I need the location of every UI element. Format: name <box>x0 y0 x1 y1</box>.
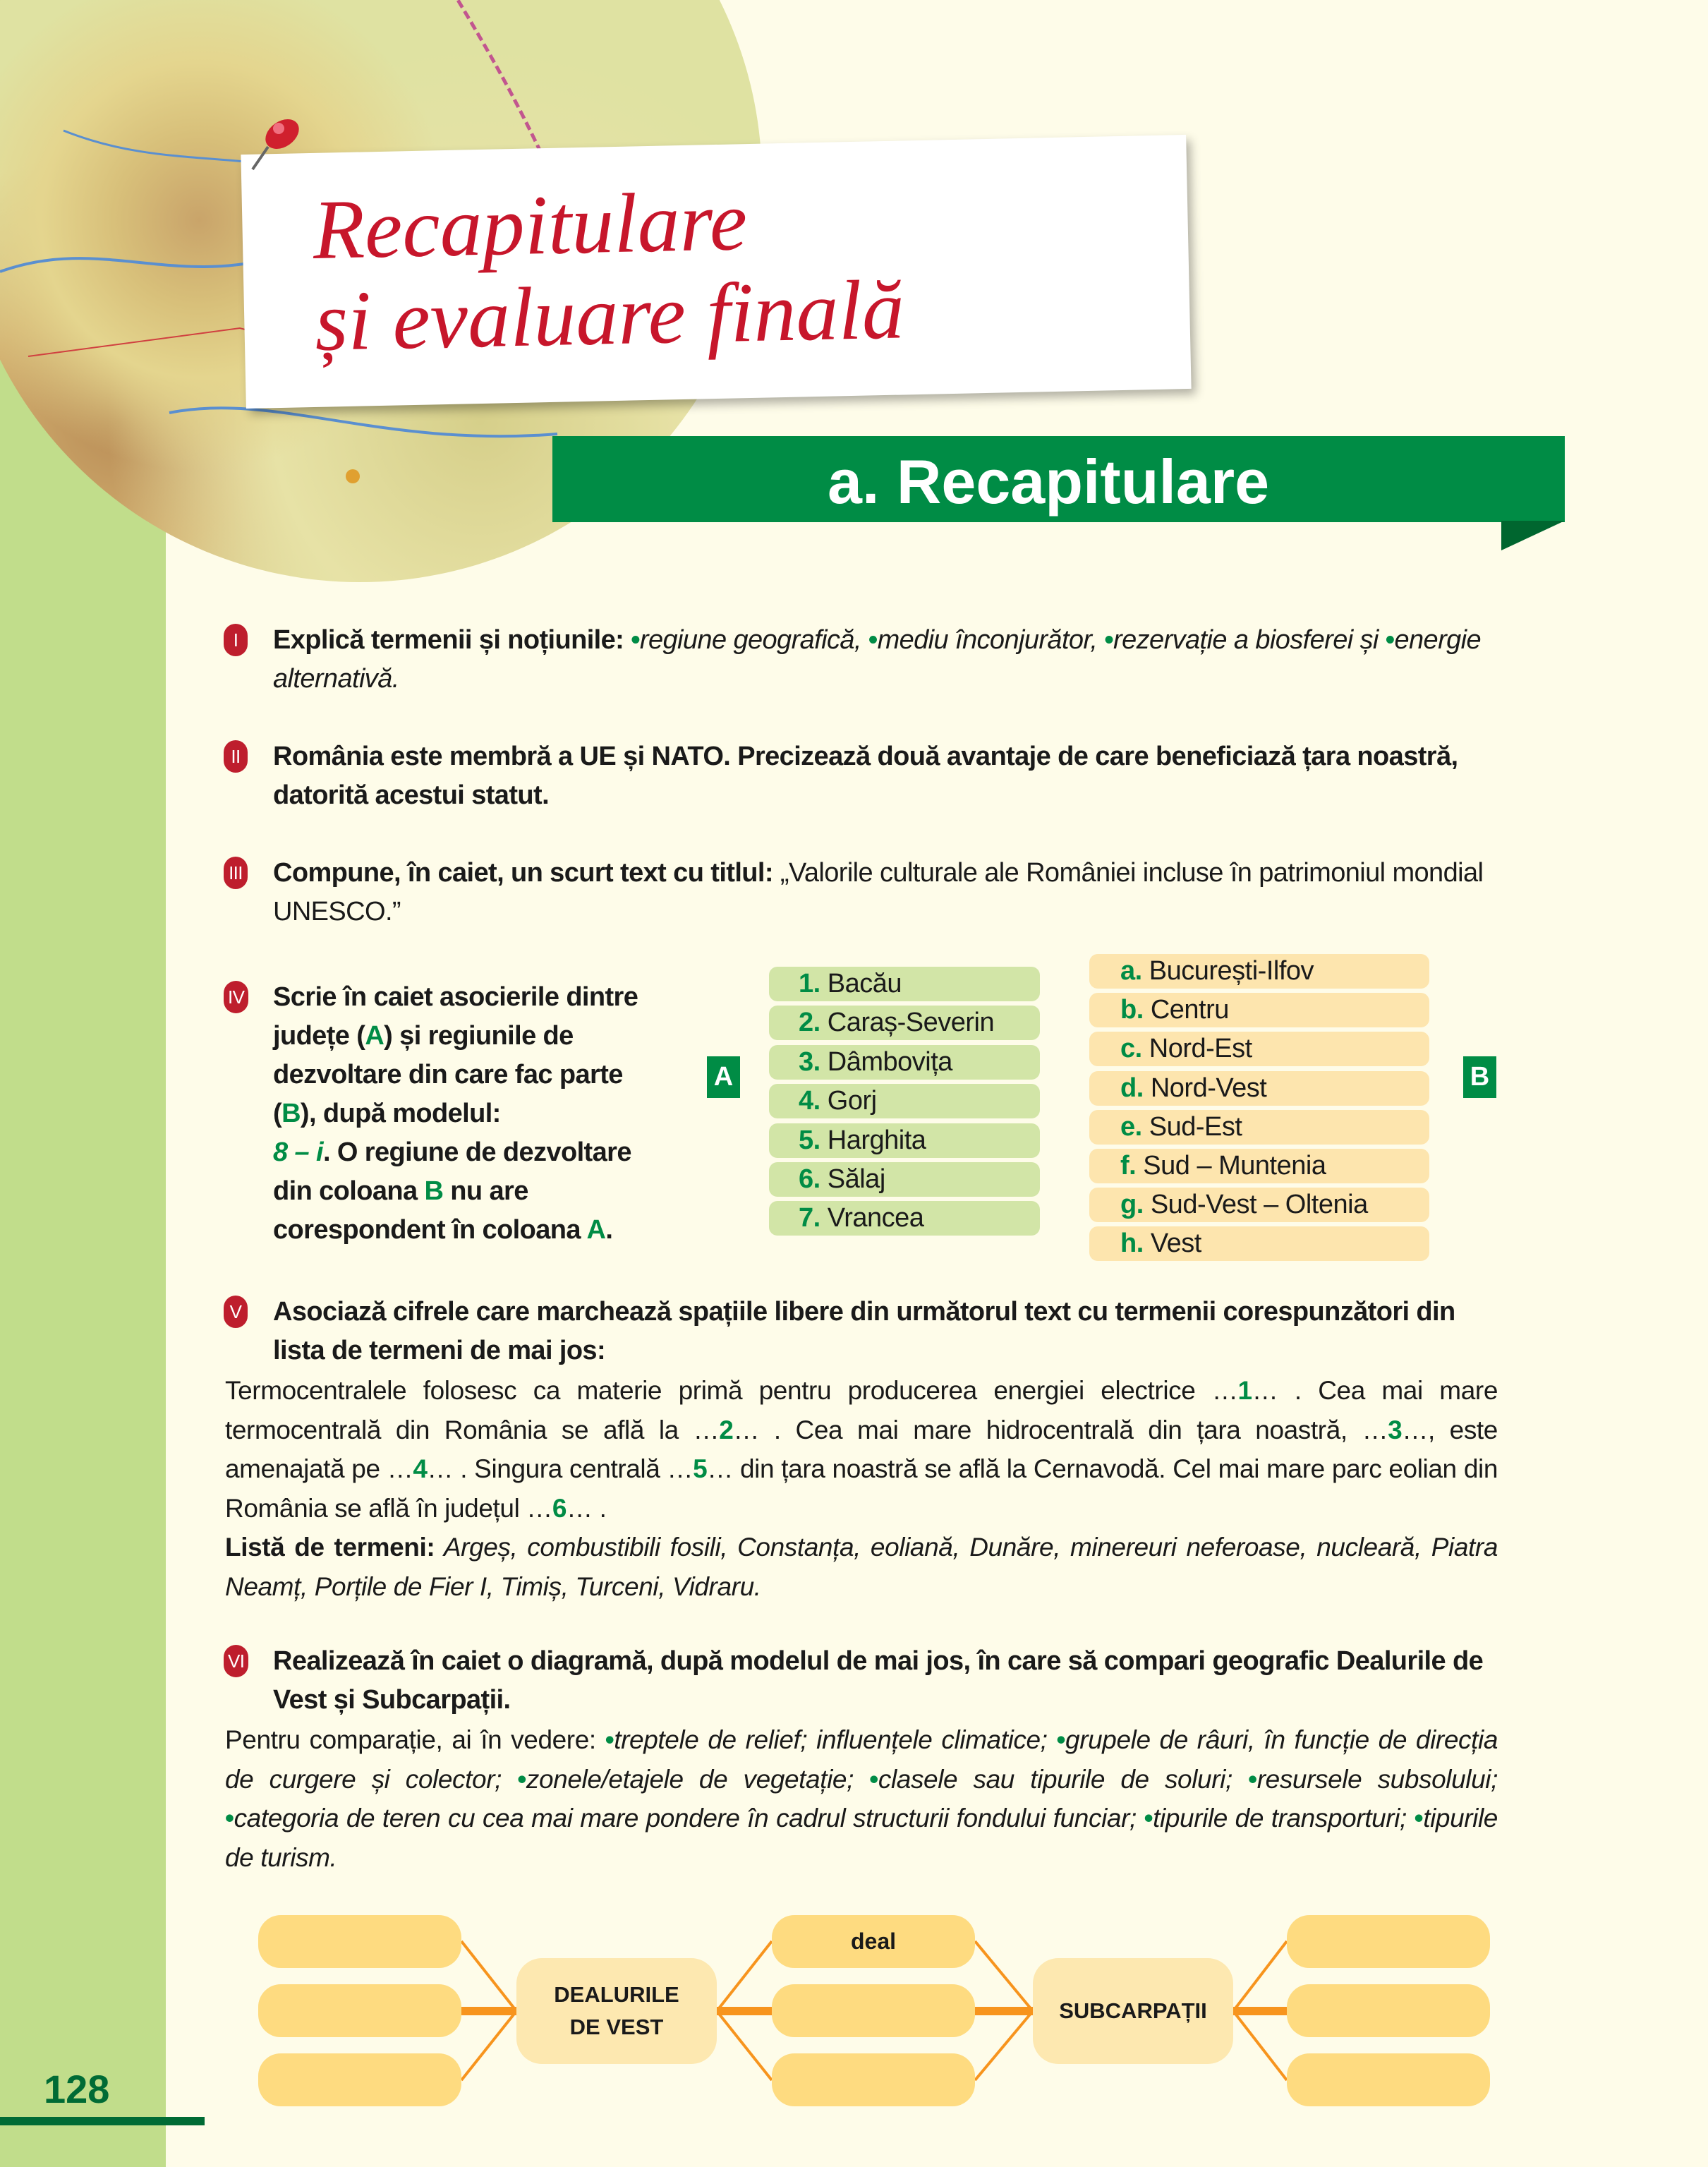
item-number: 5. <box>799 1125 820 1155</box>
bullet: • <box>1144 1804 1153 1833</box>
item-letter: h. <box>1120 1229 1144 1259</box>
item-letter: d. <box>1120 1073 1144 1103</box>
exercise-number: I <box>224 624 248 656</box>
bullet: • <box>869 1764 878 1794</box>
diagram-center-subcarpatii: SUBCARPAȚII <box>1033 1958 1233 2064</box>
title-line-2: și evaluare finală <box>313 262 905 368</box>
list-item-region: f. Sud – Muntenia <box>1089 1149 1429 1183</box>
item-number: 2. <box>799 1008 820 1038</box>
text-part: … . Cea mai mare termocentrală din România se află la … <box>225 1376 1498 1444</box>
list-item-county: 4. Gorj <box>769 1084 1040 1118</box>
page-number: 128 <box>44 2067 110 2111</box>
list-item-region: c. Nord-Est <box>1089 1032 1429 1066</box>
diagram-box <box>1287 2053 1490 2106</box>
term: regiune geografică, <box>639 625 861 655</box>
list-item-region: a. București-Ilfov <box>1089 954 1429 989</box>
item-letter: e. <box>1120 1111 1142 1142</box>
term-list-label: Listă de termeni: <box>225 1533 435 1562</box>
diagram-box <box>772 1984 975 2037</box>
term-list: Argeș, combustibili fosili, Constanța, eoliană, Dunăre, minereuri neferoase, nucleară, Piatra Neamț, Porțile de Fier I, Timiș, Turceni, Vidraru. <box>225 1533 1498 1601</box>
comparison-criterion: treptele de relief; influențele climatice; <box>614 1725 1057 1754</box>
comparison-criterion: clasele sau tipurile de soluri; <box>878 1764 1249 1794</box>
text-part: Termocentralele folosesc ca materie primă pentru producerea energiei electrice … <box>225 1376 1238 1405</box>
list-item-region: b. Centru <box>1089 993 1429 1027</box>
blank-number: 1 <box>1237 1376 1252 1405</box>
diagram-box <box>772 2053 975 2106</box>
list-item-region: g. Sud-Vest – Oltenia <box>1089 1188 1429 1222</box>
diagram-box <box>1287 1984 1490 2037</box>
list-item-county: 1. Bacău <box>769 967 1040 1001</box>
page-number-bar <box>0 2117 205 2125</box>
comparison-criterion: categoria de teren cu cea mai mare pondere în cadrul structurii fondului funciar; <box>234 1804 1144 1833</box>
comparison-criterion: tipurile de turism. <box>225 1804 1498 1872</box>
item-letter: c. <box>1120 1034 1142 1064</box>
list-item-region: e. Sud-Est <box>1089 1110 1429 1145</box>
instruction: Realizează în caiet o diagramă, după modelul de mai jos, în care să compari geografic Dealurile de Vest și Subcarpații. <box>273 1646 1484 1715</box>
bullet: • <box>1056 1725 1066 1754</box>
item-number: 6. <box>799 1164 820 1194</box>
list-item-county: 6. Sălaj <box>769 1162 1040 1197</box>
diagram-box <box>1287 1915 1490 1968</box>
list-item-county: 3. Dâmbovița <box>769 1045 1040 1080</box>
text-part: … . Cea mai mare hidrocentrală din țara noastră, … <box>733 1415 1388 1444</box>
exercise-number: V <box>224 1296 248 1328</box>
diagram-box <box>258 2053 461 2106</box>
instruction: România este membră a UE și NATO. Precizează două avantaje de care beneficiază țara noastră, datorită acestui statut. <box>273 742 1458 810</box>
item-number: 1. <box>799 969 820 998</box>
list-item-county: 5. Harghita <box>769 1123 1040 1158</box>
bullet: • <box>1414 1804 1424 1833</box>
section-title: a. Recapitulare <box>828 447 1270 517</box>
term: mediu înconjurător, <box>877 625 1098 655</box>
column-b-label: B <box>1463 1056 1496 1098</box>
exercise-1: I Explică termenii și noțiunile: •regiune geografică, •mediu înconjurător, •rezervație a biosferei și •energie alternativă. <box>273 621 1501 699</box>
bullet: • <box>1248 1764 1257 1794</box>
list-item-region: d. Nord-Vest <box>1089 1071 1429 1106</box>
blank-number: 5 <box>693 1454 708 1483</box>
blank-number: 2 <box>719 1415 734 1444</box>
instruction: Compune, în caiet, un scurt text cu titlul: <box>273 858 773 888</box>
diagram-center-dealurile: DEALURILE DE VEST <box>516 1958 717 2064</box>
blank-number: 3 <box>1388 1415 1403 1444</box>
item-letter: f. <box>1120 1151 1137 1181</box>
term: rezervație a biosferei și <box>1113 625 1379 655</box>
comparison-criterion: resursele subsolului; <box>1256 1764 1498 1794</box>
exercise-number: IV <box>224 981 248 1013</box>
list-item-county: 7. Vrancea <box>769 1201 1040 1236</box>
diagram-box <box>258 1915 461 1968</box>
model-answer: 8 – i <box>273 1137 323 1167</box>
diagram-box <box>258 1984 461 2037</box>
item-letter: g. <box>1120 1190 1144 1220</box>
blank-number: 6 <box>552 1493 567 1523</box>
bullet: • <box>605 1725 614 1754</box>
bullet: • <box>225 1804 234 1833</box>
text-part: …, este amenajată pe … <box>225 1415 1498 1483</box>
comparison-criterion: grupele de râuri, în funcție de direcția de curgere și colector; <box>225 1725 1498 1794</box>
item-number: 3. <box>799 1046 820 1077</box>
blank-number: 4 <box>413 1454 428 1483</box>
column-a-label: A <box>707 1056 740 1098</box>
term: energie alternativă. <box>273 625 1482 694</box>
essay-title: „Valorile culturale ale României incluse în patrimoniul mondial UNESCO.” <box>273 858 1484 926</box>
instruction: Asociază cifrele care marchează spațiile libere din următorul text cu termenii corespunzători din lista de termeni de mai jos: <box>273 1297 1455 1365</box>
item-number: 7. <box>799 1203 820 1233</box>
comparison-criterion: tipurile de transporturi; <box>1153 1804 1415 1833</box>
text-part: … . Singura centrală … <box>427 1454 694 1483</box>
exercise-4: IV Scrie în caiet asocierile dintre județe (A) și regiunile de dezvoltare din care fac parte (B), după modelul: 8 – i. O regiune de dezvoltare din coloana B nu are corespondent în coloana A. <box>273 978 668 1250</box>
text-part: … . <box>567 1493 607 1523</box>
text-part: … din țara noastră se află la Cernavodă. Cel mai mare parc eolian din România se află în județul … <box>225 1454 1498 1523</box>
exercise-number: VI <box>224 1645 248 1677</box>
exercise-number: III <box>224 857 248 889</box>
item-letter: a. <box>1120 956 1142 986</box>
exercise-number: II <box>224 740 248 773</box>
bullet: • <box>517 1764 526 1794</box>
list-item-region: h. Vest <box>1089 1226 1429 1261</box>
instruction: Explică termenii și noțiunile: <box>273 625 624 655</box>
comparison-criterion: zonele/etajele de vegetație; <box>526 1764 870 1794</box>
list-item-county: 2. Caraș-Severin <box>769 1006 1040 1040</box>
title-line-1: Recapitulare <box>312 174 749 277</box>
item-number: 4. <box>799 1086 820 1116</box>
diagram-box-deal: deal <box>772 1915 975 1968</box>
item-letter: b. <box>1120 995 1144 1025</box>
exercise-6-text: Pentru comparație, ai în vedere: •treptele de relief; influențele climatice; •grupele de râuri, în funcție de direcția de curgere și colector; •zonele/etajele de vegetație; •clasele sau tipurile de soluri; •resursele subsolului; •categoria de teren cu cea mai mare pondere în cadrul structurii fondului funciar; •tipurile de transporturi; •tipurile de turism. <box>225 1725 1498 1872</box>
